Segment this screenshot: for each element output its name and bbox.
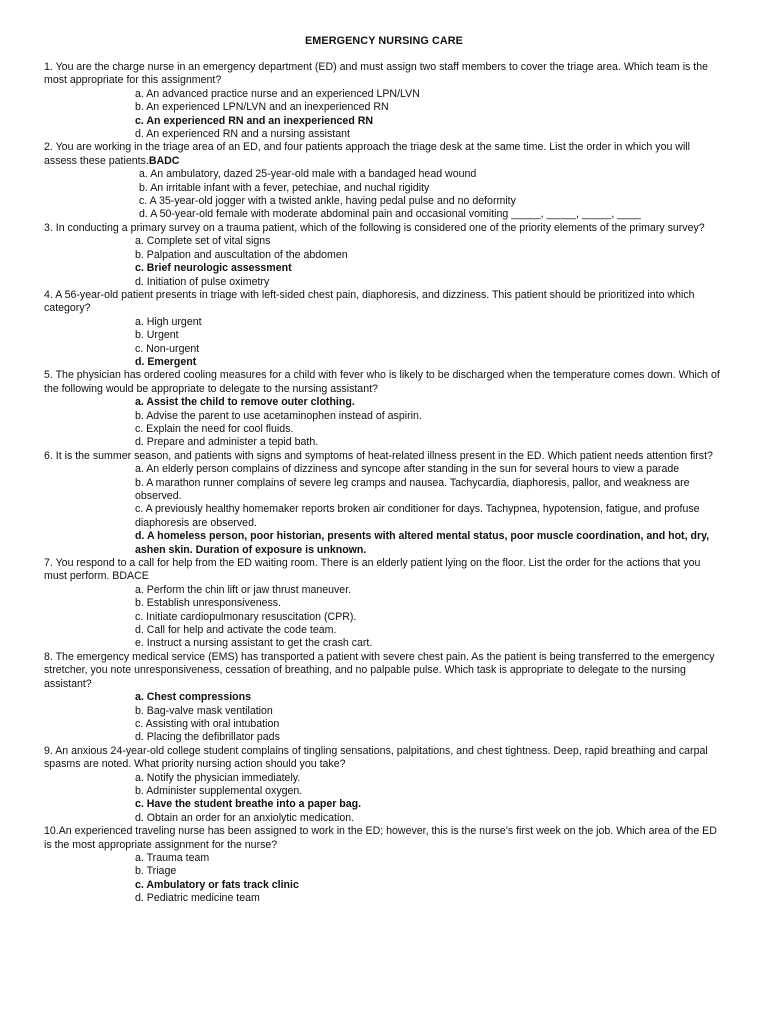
answer-option: d. Obtain an order for an anxiolytic medication. bbox=[135, 811, 355, 824]
question-1 bbox=[44, 61, 724, 141]
answer-option: a. High urgent bbox=[135, 315, 202, 328]
answer-option: b. Administer supplemental oxygen. bbox=[135, 784, 303, 797]
options-list bbox=[44, 235, 724, 289]
answer-option: d. Call for help and activate the code team. bbox=[135, 624, 337, 637]
inline-answer: BADC bbox=[148, 154, 180, 167]
options-list bbox=[44, 852, 724, 906]
answer-option: d. Emergent bbox=[135, 355, 197, 368]
question-list bbox=[44, 61, 724, 906]
answer-option: d. Pediatric medicine team bbox=[135, 892, 260, 905]
answer-option: a. An elderly person complains of dizziness and syncope after standing in the sun for several hours to view a parade bbox=[135, 463, 680, 476]
answer-option: a. Assist the child to remove outer clothing. bbox=[135, 396, 355, 409]
question-10 bbox=[44, 825, 724, 905]
question-3 bbox=[44, 222, 724, 289]
options-list bbox=[44, 316, 724, 370]
question-stem: 4. A 56-year-old patient presents in triage with left-sided chest pain, diaphoresis, and dizziness. This patient should be prioritized into which category? bbox=[44, 288, 695, 315]
options-list bbox=[44, 396, 724, 450]
question-text bbox=[44, 651, 724, 691]
question-4 bbox=[44, 289, 724, 369]
answer-option: b. Bag-valve mask ventilation bbox=[135, 704, 273, 717]
options-list bbox=[44, 584, 724, 651]
answer-option: c. An experienced RN and an inexperienced RN bbox=[135, 114, 374, 127]
answer-option: c. Explain the need for cool fluids. bbox=[135, 422, 294, 435]
question-stem: 8. The emergency medical service (EMS) has transported a patient with severe chest pain. As the patient is being transferred to the emergency stretcher, you note unresponsiveness, cessation of breathing, and no palpable pulse. Which task is appropriate to delegate to the nursing assistant? bbox=[44, 650, 715, 690]
answer-option: a. Chest compressions bbox=[135, 691, 251, 704]
options-list bbox=[44, 88, 724, 142]
answer-option: c. Have the student breathe into a paper bag. bbox=[135, 798, 362, 811]
answer-option: c. Non-urgent bbox=[135, 342, 200, 355]
question-text bbox=[44, 141, 724, 168]
question-stem: 3. In conducting a primary survey on a trauma patient, which of the following is considered one of the priority elements of the primary survey? bbox=[44, 221, 705, 234]
answer-option: b. Triage bbox=[135, 865, 177, 878]
question-6 bbox=[44, 450, 724, 557]
question-stem: 10.An experienced traveling nurse has been assigned to work in the ED; however, this is the nurse’s first week on the job. Which area of the ED is the most appropriate assignment for the nurse? bbox=[44, 825, 717, 851]
options-list bbox=[44, 772, 724, 826]
question-text bbox=[44, 222, 724, 235]
answer-option: c. A 35-year-old jogger with a twisted ankle, having pedal pulse and no deformity bbox=[139, 195, 516, 208]
options-list bbox=[44, 463, 724, 557]
options-list bbox=[44, 691, 724, 745]
answer-option: b. An experienced LPN/LVN and an inexperienced RN bbox=[135, 101, 389, 114]
answer-option: d. Initiation of pulse oximetry bbox=[135, 275, 270, 288]
answer-option: a. Trauma team bbox=[135, 851, 210, 864]
answer-option: b. Advise the parent to use acetaminophen instead of aspirin. bbox=[135, 409, 422, 422]
question-text bbox=[44, 825, 724, 852]
answer-option: b. An irritable infant with a fever, petechiae, and nuchal rigidity bbox=[139, 181, 430, 194]
answer-option: d. Prepare and administer a tepid bath. bbox=[135, 436, 319, 449]
question-text bbox=[44, 289, 724, 316]
answer-option: e. Instruct a nursing assistant to get the crash cart. bbox=[135, 637, 373, 650]
question-stem: 6. It is the summer season, and patients with signs and symptoms of heat-related illness present in the ED. Which patient needs attention first? bbox=[44, 449, 713, 462]
answer-option: b. Palpation and auscultation of the abdomen bbox=[135, 248, 348, 261]
question-9 bbox=[44, 745, 724, 825]
answer-option: c. Assisting with oral intubation bbox=[135, 717, 280, 730]
question-text bbox=[44, 745, 724, 772]
answer-option: c. Brief neurologic assessment bbox=[135, 262, 292, 275]
answer-option: d. Placing the defibrillator pads bbox=[135, 731, 280, 744]
answer-option: c. A previously healthy homemaker reports broken air conditioner for days. Tachypnea, hypotension, fatigue, and profuse diaphoresis are observed. bbox=[135, 503, 700, 529]
question-text bbox=[44, 369, 724, 396]
question-8 bbox=[44, 651, 724, 745]
answer-option: b. Urgent bbox=[135, 329, 179, 342]
question-text bbox=[44, 61, 724, 88]
answer-option: a. An ambulatory, dazed 25-year-old male with a bandaged head wound bbox=[139, 168, 477, 181]
answer-option: c. Ambulatory or fats track clinic bbox=[135, 878, 299, 891]
answer-option: a. Perform the chin lift or jaw thrust maneuver. bbox=[135, 583, 352, 596]
question-2 bbox=[44, 141, 724, 221]
page-title: EMERGENCY NURSING CARE bbox=[305, 35, 463, 47]
question-stem: 2. You are working in the triage area of an ED, and four patients approach the triage desk at the same time. List the order in which you will assess these patients. bbox=[44, 141, 691, 167]
options-list bbox=[44, 168, 724, 222]
question-stem: 1. You are the charge nurse in an emergency department (ED) and must assign two staff members to cover the triage area. Which team is the most appropriate for this assignment? bbox=[44, 61, 709, 87]
answer-option: a. Notify the physician immediately. bbox=[135, 771, 301, 784]
answer-option: d. An experienced RN and a nursing assistant bbox=[135, 128, 350, 141]
answer-option: a. Complete set of vital signs bbox=[135, 235, 271, 248]
question-stem: 9. An anxious 24-year-old college student complains of tingling sensations, palpitations, and chest tightness. Deep, rapid breathing and carpal spasms are noted. What priority nursing action should you take? bbox=[44, 744, 708, 771]
answer-option: b. A marathon runner complains of severe leg cramps and nausea. Tachycardia, diaphoresis, pallor, and weakness are observed. bbox=[135, 476, 690, 502]
question-5 bbox=[44, 369, 724, 449]
question-stem: 5. The physician has ordered cooling measures for a child with fever who is likely to be discharged when the temperature comes down. Which of the following would be appropriate to delegate to the nursing assistant? bbox=[44, 369, 720, 395]
answer-option: b. Establish unresponsiveness. bbox=[135, 597, 282, 610]
answer-option: c. Initiate cardiopulmonary resuscitation (CPR). bbox=[135, 610, 357, 623]
question-text bbox=[44, 557, 724, 584]
question-text bbox=[44, 450, 724, 463]
answer-option: d. A homeless person, poor historian, presents with altered mental status, poor muscle coordination, and hot, dry, ashen skin. Duration of exposure is unknown. bbox=[135, 530, 710, 556]
answer-option: d. A 50-year-old female with moderate abdominal pain and occasional vomiting _____, _____, _____, ____ bbox=[139, 208, 641, 221]
question-7 bbox=[44, 557, 724, 651]
answer-option: a. An advanced practice nurse and an experienced LPN/LVN bbox=[135, 87, 420, 100]
question-stem: 7. You respond to a call for help from the ED waiting room. There is an elderly patient lying on the floor. List the order for the actions that you must perform. BDACE bbox=[44, 557, 701, 583]
